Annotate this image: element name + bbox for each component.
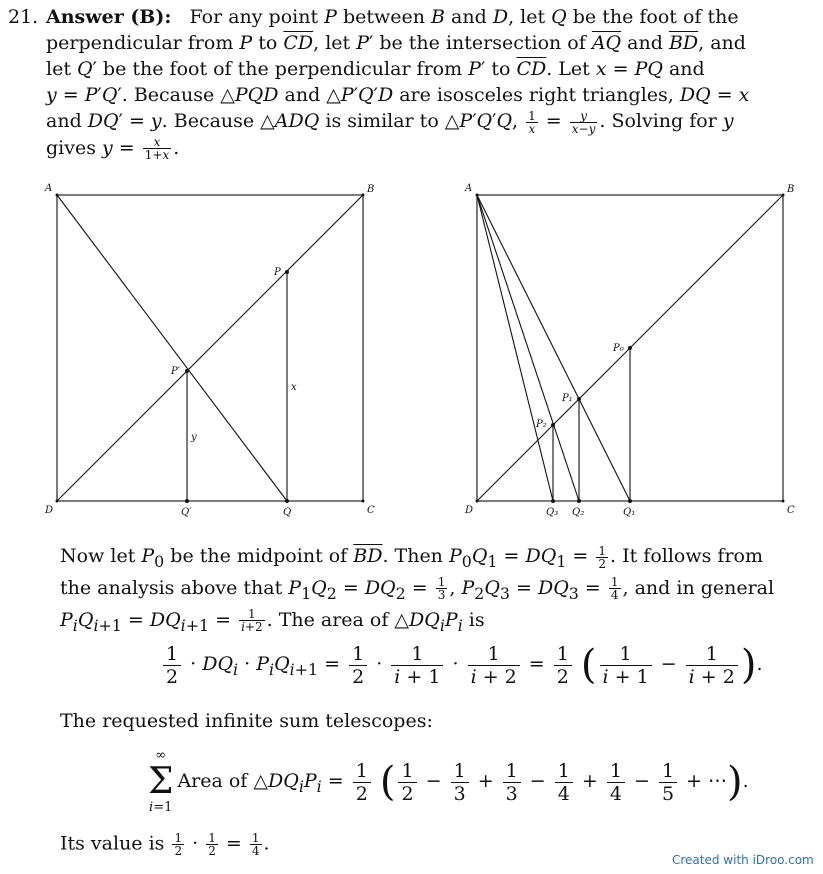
- label-D: D: [465, 505, 474, 516]
- label-C: C: [367, 505, 375, 516]
- problem-number: 21.: [8, 6, 39, 28]
- label-A: A: [465, 183, 473, 194]
- label-Q-prime: Q′: [181, 507, 192, 518]
- label-P2: P₂: [536, 419, 547, 430]
- telescope-text: The requested infinite sum telescopes:: [60, 710, 433, 732]
- sum-equation: ∞ Σ i=1 Area of $\triangle DQ_iP_i$ = $\frac{1}{2}$ ( $\frac{1}{2}$ − $\frac{1}{3}$ + $\frac{1}{3}$ − $\frac{1}{4}$ + $\frac{1}{4}$ − $\frac{1}{5}$ + ⋯).: [148, 748, 749, 815]
- label-Q3: Q₃: [546, 507, 559, 518]
- label-B: B: [787, 184, 795, 195]
- answer-label: Answer (B):: [46, 6, 172, 28]
- label-y: y: [191, 432, 197, 443]
- label-x: x: [291, 382, 297, 393]
- label-Q: Q: [283, 507, 292, 518]
- label-C: C: [787, 505, 795, 516]
- value-text: Its value is $\frac{1}{2}$ · $\frac{1}{2}$ = $\frac{1}{4}$ .: [60, 831, 270, 858]
- label-P: P: [274, 267, 281, 278]
- watermark: Created with iDroo.com: [672, 853, 814, 867]
- label-Q1: Q₁: [623, 507, 636, 518]
- continuation-text: Now let $P_0$ be the midpoint of $\overline{BD}$. Then $P_0Q_1 = DQ_1$ = $\frac{1}{2}$ . It follows from the analysis above that $P_1Q_2 = DQ_2$ = $\frac{1}{3}$ , $P_2Q_3 = DQ_3$ = $\frac{1}{4}$ , and in general $P_iQ_{i+1} = DQ_{i+1}$ = $\frac{1}{i+2}$ . The area of $\triangle DQ_iP_i$ is: [60, 543, 775, 635]
- label-P-prime: P′: [171, 366, 180, 377]
- figure-1: [40, 178, 385, 518]
- label-B: B: [367, 184, 375, 195]
- label-Q2: Q₂: [572, 507, 585, 518]
- label-A: A: [45, 183, 53, 194]
- label-P1: P₁: [562, 393, 573, 404]
- label-P0: P₀: [613, 343, 624, 354]
- figure-2: [460, 178, 805, 518]
- problem-statement: 21. Answer (B): For any point P between B and D, let Q be the foot of the perpendicular from P to $\overline{CD}$, let P′ be the intersection of $\overline{AQ}$ and $\overline{BD}$, and let Q′ be the foot of the perpendicular from P′ to $\overline{CD}$. Let x = PQ and y = P′Q′. Because △PQD and △P′Q′D are isosceles right triangles, DQ = x and DQ′ = y. Because △ADQ is similar to △P′Q′Q, $\frac{1}{x}$ = $\frac{y}{x-y}$ . Solving for y gives y = $\frac{x}{1+x}$ .: [8, 6, 750, 162]
- area-equation: $\frac{1}{2}$ · $DQ_i \cdot P_iQ_{i+1}$ = $\frac{1}{2}$ · $\frac{1}{i + 1}$ · $\frac{1}{i + 2}$ = $\frac{1}{2}$ ( $\frac{1}{i + 1}$ − $\frac{1}{i + 2}$ ).: [160, 642, 763, 688]
- label-D: D: [45, 505, 54, 516]
